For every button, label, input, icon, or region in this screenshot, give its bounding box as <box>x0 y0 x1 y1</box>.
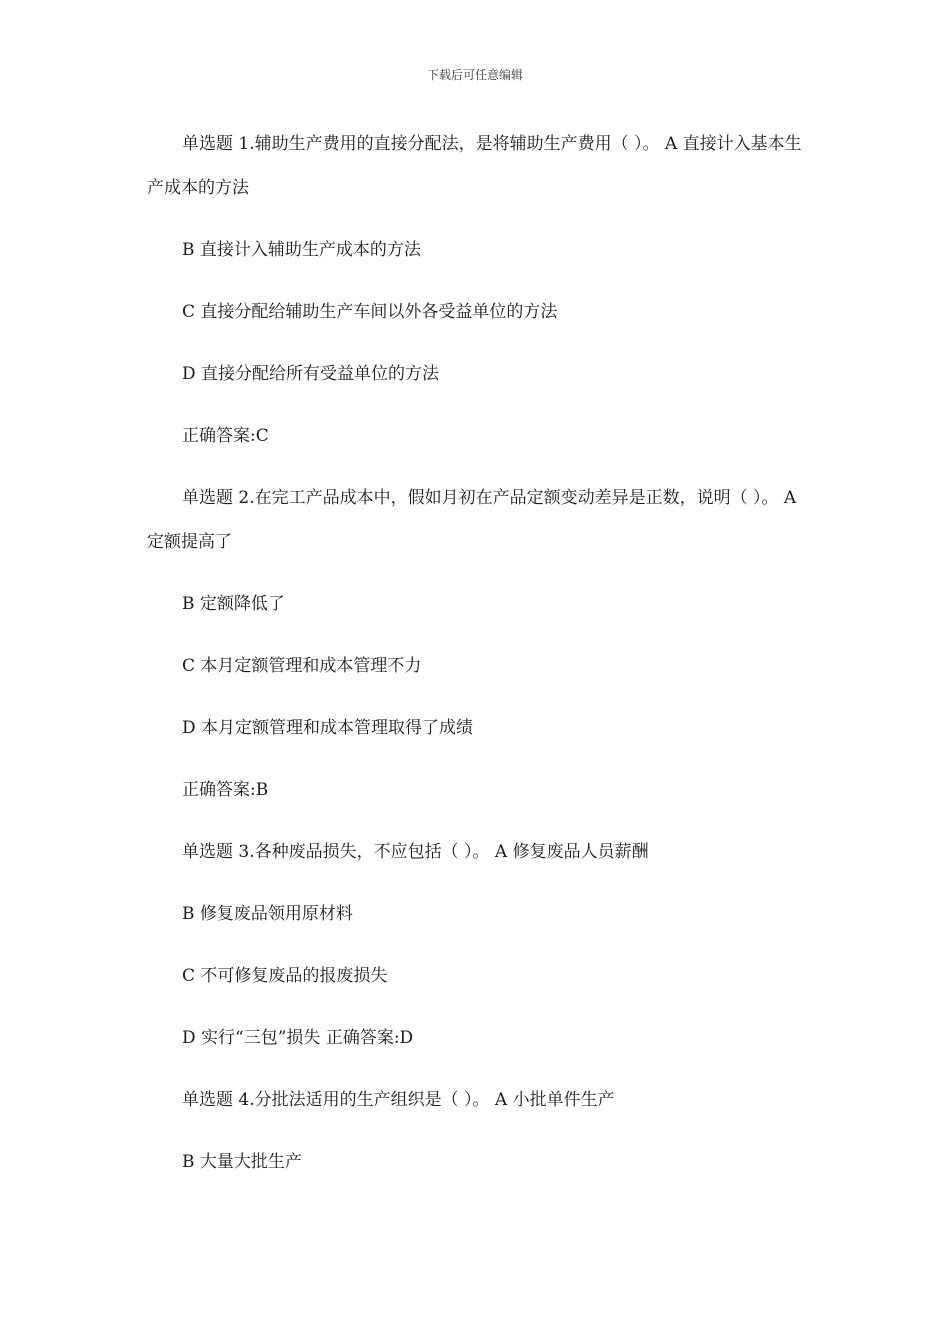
question-1-text: 单选题 1.辅助生产费用的直接分配法，是将辅助生产费用（ ）。 A 直接计入基本生产成本的方法 <box>147 134 802 198</box>
question-4-text: 单选题 4.分批法适用的生产组织是（ ）。 A 小批单件生产 <box>182 1090 615 1110</box>
document-body <box>147 122 807 1202</box>
question-4-option-b: B 大量大批生产 <box>182 1152 302 1172</box>
question-3-option-c: C 不可修复废品的报废损失 <box>182 966 388 986</box>
question-2-option-b: B 定额降低了 <box>182 594 285 614</box>
question-1-option-b: B 直接计入辅助生产成本的方法 <box>182 240 421 260</box>
question-2-option-c: C 本月定额管理和成本管理不力 <box>182 656 422 676</box>
question-2-text: 单选题 2.在完工产品成本中，假如月初在产品定额变动差异是正数，说明（ ）。 A 定额提高了 <box>147 488 797 552</box>
question-3-option-d-and-answer: D 实行“三包”损失 正确答案:D <box>182 1028 414 1048</box>
page-header: 下载后可任意编辑 <box>426 68 523 82</box>
question-3-option-b: B 修复废品领用原材料 <box>182 904 353 924</box>
question-1-option-d: D 直接分配给所有受益单位的方法 <box>182 364 440 384</box>
question-2-answer: 正确答案:B <box>182 780 269 800</box>
question-1-answer: 正确答案:C <box>182 426 269 446</box>
question-2-option-d: D 本月定额管理和成本管理取得了成绩 <box>182 718 474 738</box>
question-1-option-c: C 直接分配给辅助生产车间以外各受益单位的方法 <box>182 302 558 322</box>
question-3-text: 单选题 3.各种废品损失，不应包括（ ）。 A 修复废品人员薪酬 <box>182 842 649 862</box>
